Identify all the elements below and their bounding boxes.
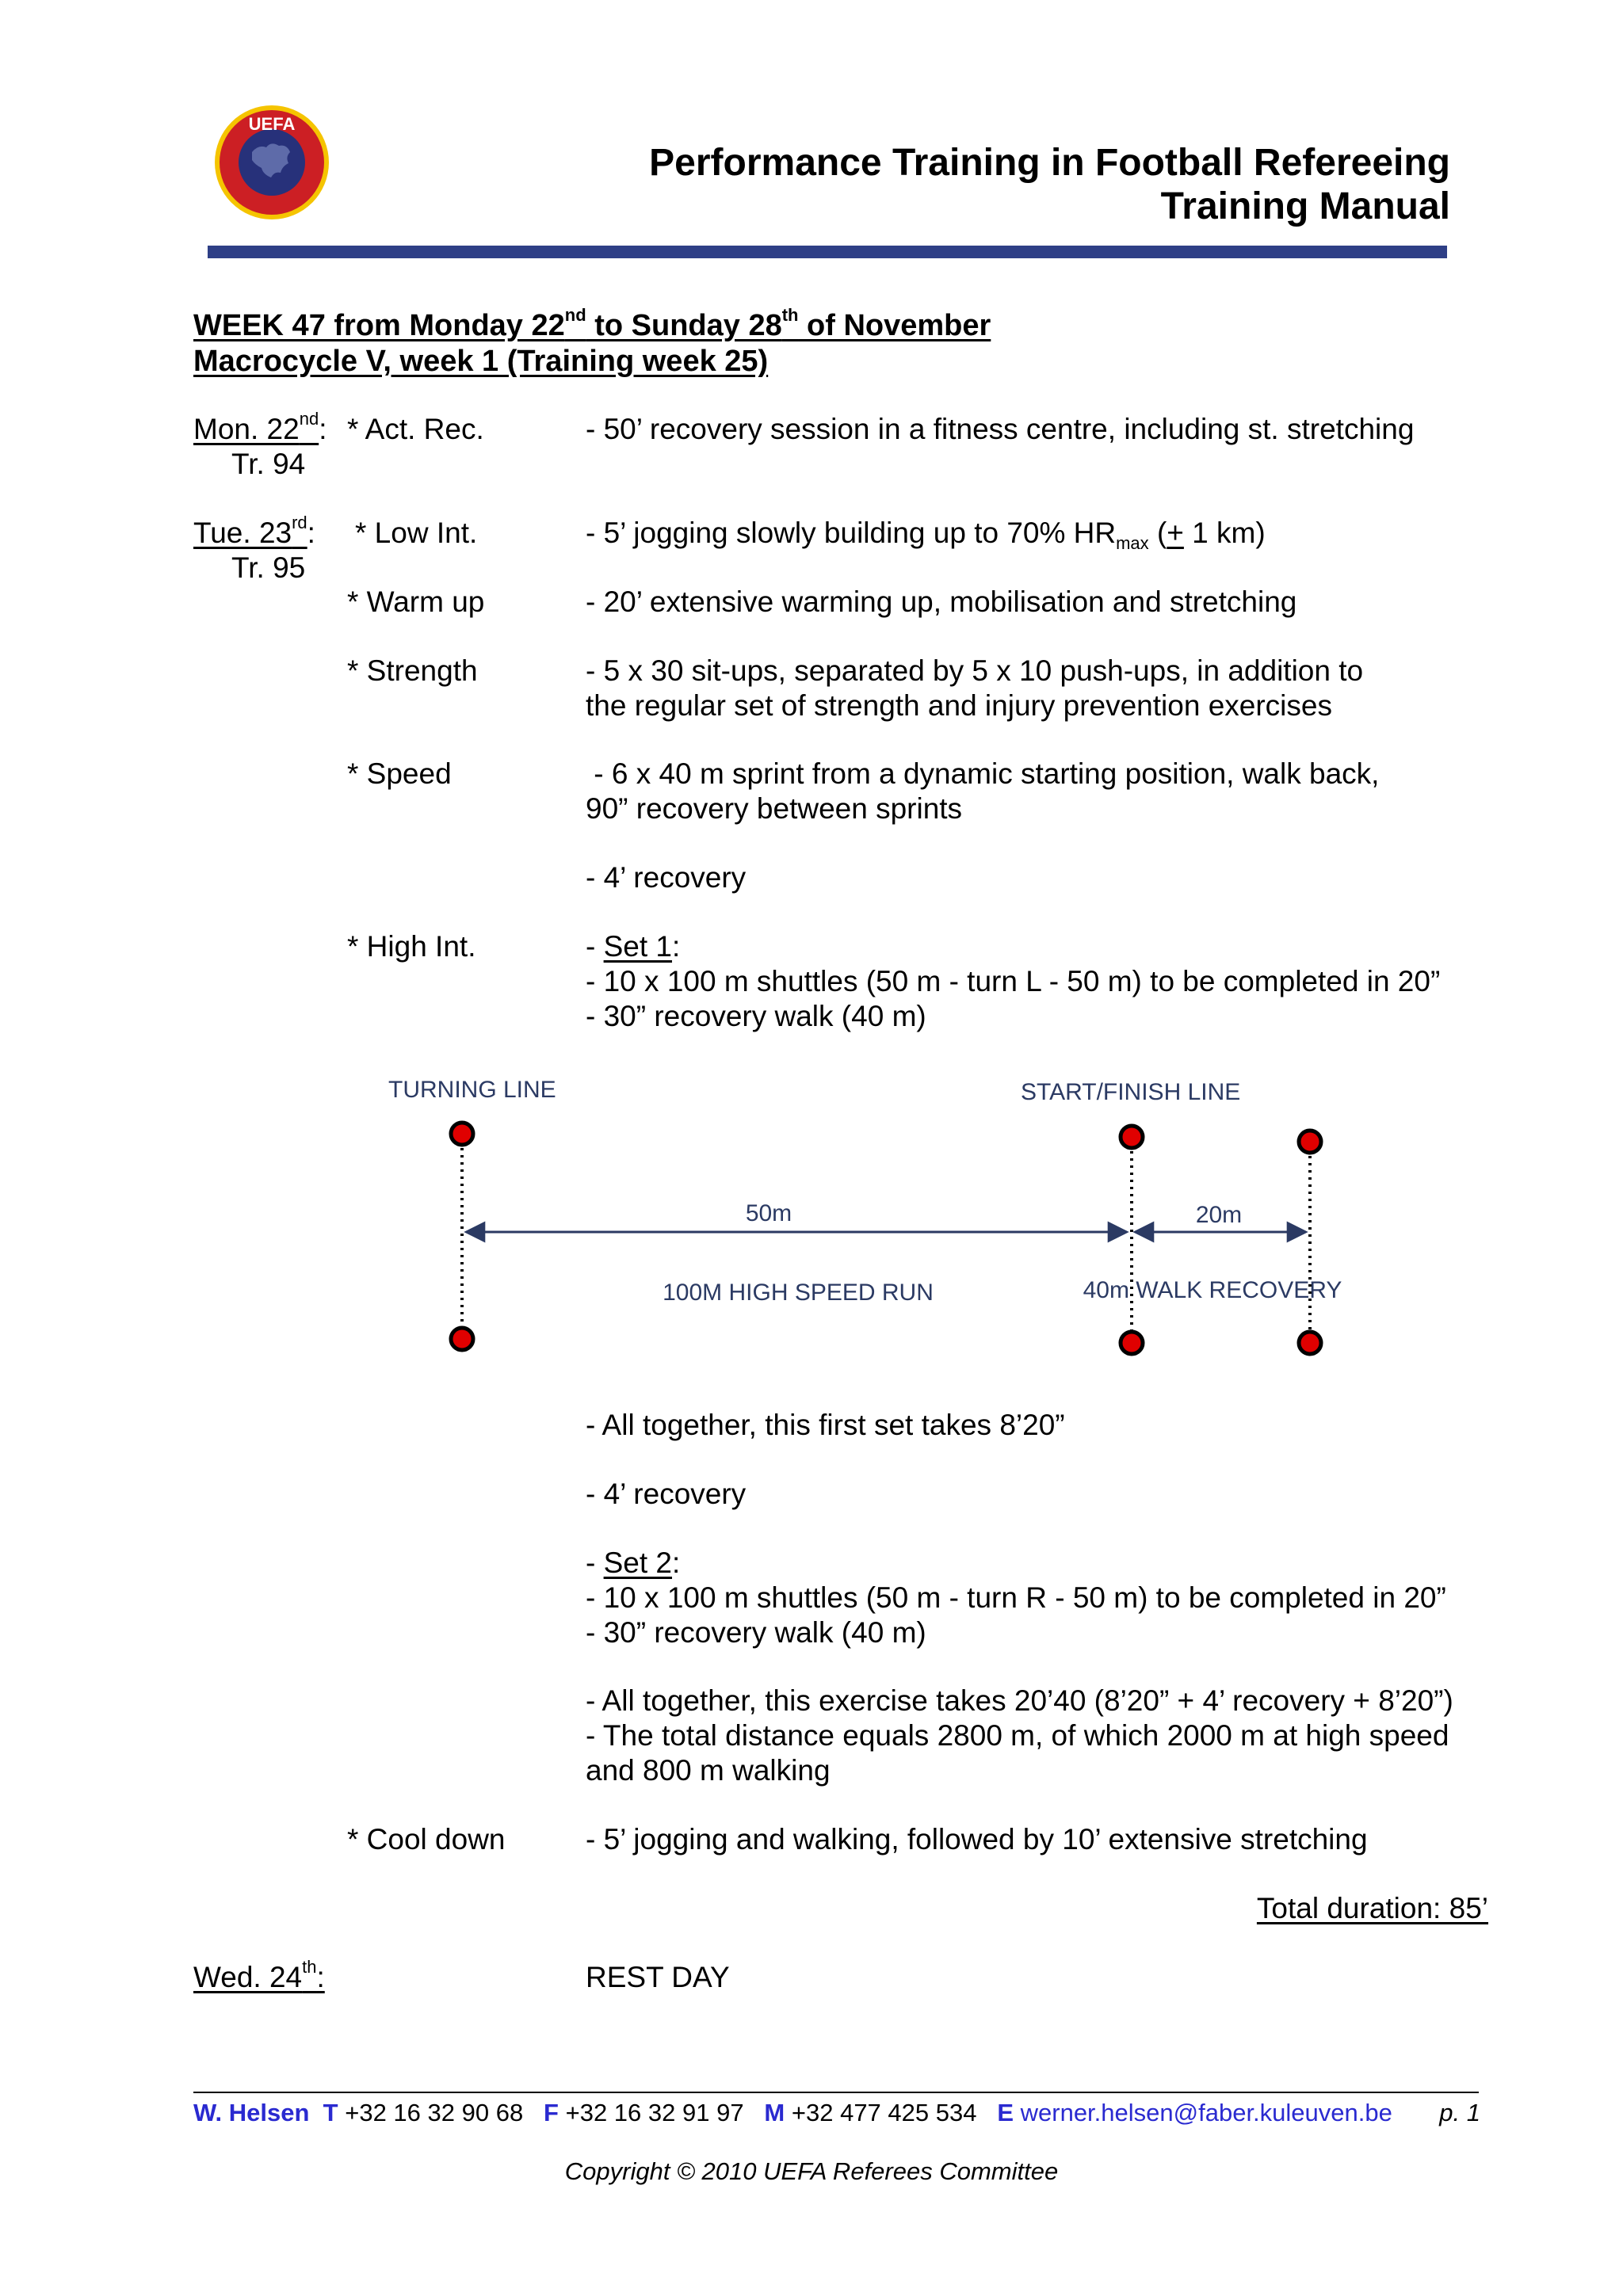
set-2-line-1: - 10 x 100 m shuttles (50 m - turn R - 50 m) to be completed in 20” bbox=[586, 1581, 1446, 1614]
email-address[interactable]: werner.helsen@faber.kuleuven.be bbox=[1020, 2099, 1392, 2126]
cool-down-label: * Cool down bbox=[347, 1823, 506, 1855]
week-heading: WEEK 47 from Monday 22nd to Sunday 28th of November bbox=[193, 305, 991, 342]
cone-turning-top bbox=[451, 1123, 473, 1145]
high-int-recovery: - 4’ recovery bbox=[586, 1478, 747, 1510]
cone-walk-top bbox=[1299, 1131, 1321, 1153]
footer-contact: W. Helsen T +32 16 32 90 68 F +32 16 32 91 97 M +32 477 425 534 E werner.helsen@faber.kuleuven.be bbox=[193, 2099, 1392, 2126]
uefa-logo bbox=[212, 103, 331, 222]
strength-label: * Strength bbox=[347, 654, 478, 687]
cool-down-description: - 5’ jogging and walking, followed by 10’ extensive stretching bbox=[586, 1823, 1368, 1855]
monday-day-label: Mon. 22nd: bbox=[193, 409, 327, 445]
speed-recovery: - 4’ recovery bbox=[586, 861, 747, 894]
monday-training-number: Tr. 94 bbox=[231, 448, 306, 480]
turning-line-label: TURNING LINE bbox=[388, 1077, 556, 1103]
copyright: Copyright © 2010 UEFA Referees Committee bbox=[564, 2157, 1059, 2185]
exercise-total-line-1: - All together, this exercise takes 20’40 (8’20” + 4’ recovery + 8’20”) bbox=[586, 1684, 1453, 1717]
total-duration: Total duration: 85’ bbox=[1256, 1892, 1488, 1924]
set-1-heading: - Set 1: bbox=[586, 930, 681, 963]
distance-50m-label: 50m bbox=[745, 1200, 792, 1226]
footer-rule bbox=[193, 2092, 1479, 2093]
exercise-total-line-3: and 800 m walking bbox=[586, 1754, 831, 1787]
cone-start-top bbox=[1121, 1126, 1143, 1148]
rest-day-text: REST DAY bbox=[586, 1961, 730, 1993]
header-rule bbox=[208, 246, 1447, 258]
shuttle-run-diagram bbox=[372, 1074, 1355, 1375]
low-int-label: * Low Int. bbox=[355, 517, 478, 549]
start-finish-line-label: START/FINISH LINE bbox=[1021, 1079, 1241, 1105]
cone-start-bottom bbox=[1121, 1332, 1143, 1354]
set-1-line-2: - 30” recovery walk (40 m) bbox=[586, 1000, 926, 1032]
high-speed-run-label: 100M HIGH SPEED RUN bbox=[663, 1280, 934, 1306]
speed-line-2: 90” recovery between sprints bbox=[586, 792, 963, 825]
cone-turning-bottom bbox=[451, 1328, 473, 1350]
walk-recovery-label: 40m WALK RECOVERY bbox=[1083, 1277, 1342, 1303]
high-int-label: * High Int. bbox=[347, 930, 476, 963]
warm-up-description: - 20’ extensive warming up, mobilisation and stretching bbox=[586, 585, 1297, 618]
strength-line-2: the regular set of strength and injury prevention exercises bbox=[586, 689, 1332, 722]
set-1-line-1: - 10 x 100 m shuttles (50 m - turn L - 50 m) to be completed in 20” bbox=[586, 965, 1441, 997]
speed-line-1: - 6 x 40 m sprint from a dynamic starting position, walk back, bbox=[586, 757, 1380, 790]
tuesday-day-label: Tue. 23rd: bbox=[193, 513, 315, 549]
macrocycle-heading: Macrocycle V, week 1 (Training week 25) bbox=[193, 345, 769, 378]
author-name: W. Helsen bbox=[193, 2099, 310, 2126]
tuesday-training-number: Tr. 95 bbox=[231, 551, 306, 584]
exercise-total-line-2: - The total distance equals 2800 m, of which 2000 m at high speed bbox=[586, 1719, 1449, 1752]
set-1-total: - All together, this first set takes 8’20” bbox=[586, 1409, 1065, 1441]
warm-up-label: * Warm up bbox=[347, 585, 485, 618]
cone-walk-bottom bbox=[1299, 1332, 1321, 1354]
set-2-line-2: - 30” recovery walk (40 m) bbox=[586, 1616, 926, 1649]
page-number: p. 1 bbox=[1439, 2099, 1480, 2126]
document-subtitle: Training Manual bbox=[1160, 185, 1450, 227]
wednesday-day-label: Wed. 24th: bbox=[193, 1957, 325, 1993]
phone-number: +32 16 32 90 68 bbox=[345, 2099, 524, 2126]
speed-label: * Speed bbox=[347, 757, 452, 790]
monday-activity: * Act. Rec. bbox=[347, 413, 484, 445]
set-2-heading: - Set 2: bbox=[586, 1547, 681, 1579]
fax-number: +32 16 32 91 97 bbox=[565, 2099, 744, 2126]
mobile-number: +32 477 425 534 bbox=[791, 2099, 977, 2126]
distance-20m-label: 20m bbox=[1195, 1202, 1243, 1228]
monday-description: - 50’ recovery session in a fitness centre, including st. stretching bbox=[586, 413, 1415, 445]
document-title: Performance Training in Football Refereeing bbox=[649, 142, 1450, 184]
logo-text: UEFA bbox=[248, 114, 296, 134]
low-int-description: - 5’ jogging slowly building up to 70% $HR_{max}$ (+ 1 km) bbox=[586, 517, 1266, 553]
strength-line-1: - 5 x 30 sit-ups, separated by 5 x 10 push-ups, in addition to bbox=[586, 654, 1364, 687]
